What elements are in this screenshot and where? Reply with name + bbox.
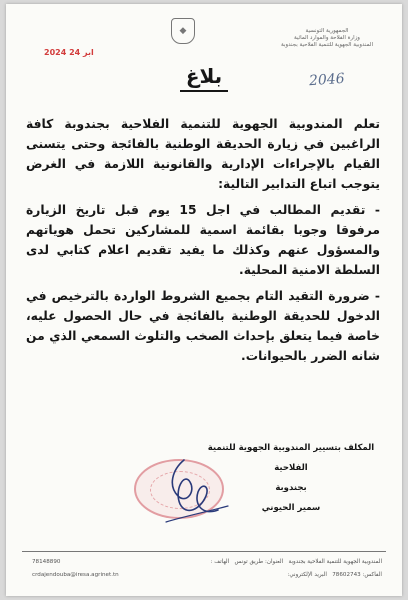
signatory-name: سمير الحيوني	[261, 503, 321, 513]
signature-block	[206, 438, 376, 518]
footer-phone: 78148890	[32, 559, 61, 565]
signatory-region: بجندوبة	[275, 483, 307, 493]
footer-right	[211, 556, 382, 582]
footer-line-2: الفاكس: 78602743 البريد الإلكتروني:	[287, 572, 382, 578]
document-page	[6, 4, 402, 596]
announcement-body	[26, 114, 380, 372]
footer-email: crdajendouba@iresa.agrinet.tn	[32, 572, 119, 578]
letterhead	[272, 28, 382, 49]
title-text: بلاغ	[180, 64, 228, 92]
letterhead-line: المندوبية الجهوية للتنمية الفلاحية بجندوبة	[281, 41, 373, 48]
footer-left	[32, 556, 119, 582]
requirement-item-2: - ضرورة التقيد التام بجميع الشروط الواردة بالترخيص في الدخول للحديقة الوطنية بالفائجة في حال الحصول عليه، خاصة فيما يتعلق بإحداث الصخب والتلوث السمعي الذي من شانه الضرر بالحيوانات.	[26, 289, 380, 363]
letterhead-line: وزارة الفلاحة والموارد المائية	[294, 34, 360, 41]
footer-divider	[22, 551, 386, 552]
republic-seal-icon: ◆	[171, 18, 195, 44]
date-stamp: 2024 ابر 24	[44, 48, 94, 57]
signatory-title: المكلف بتسيير المندوبية الجهوية للتنمية الفلاحية	[207, 443, 375, 473]
requirement-item-1: - تقديم المطالب في اجل 15 يوم قبل تاريخ الزيارة مرفوقا وجوبا بقائمة اسمية للمشاركين تحمل هوياتهم والمسؤول عنهم وكذلك ما يفيد تقديم اعلام كتابي لدى السلطة الامنية المحلية.	[26, 203, 380, 277]
intro-paragraph: تعلم المندوبية الجهوية للتنمية الفلاحية بجندوبة كافة الراغبين في زيارة الحديقة الوطنية بالفائجة وحتى يتسنى القيام بالإجراءات الإدارية والقانونية اللازمة في الغرض يتوجب اتباع التدابير التالية:	[26, 117, 380, 191]
handwritten-reference-number: 2046	[308, 70, 346, 90]
page-title	[6, 64, 402, 92]
footer-line-1: المندوبية الجهوية للتنمية الفلاحية بجندوبة العنوان: طريق تونس الهاتف :	[210, 559, 382, 565]
letterhead-line: الجمهورية التونسية	[305, 28, 349, 34]
